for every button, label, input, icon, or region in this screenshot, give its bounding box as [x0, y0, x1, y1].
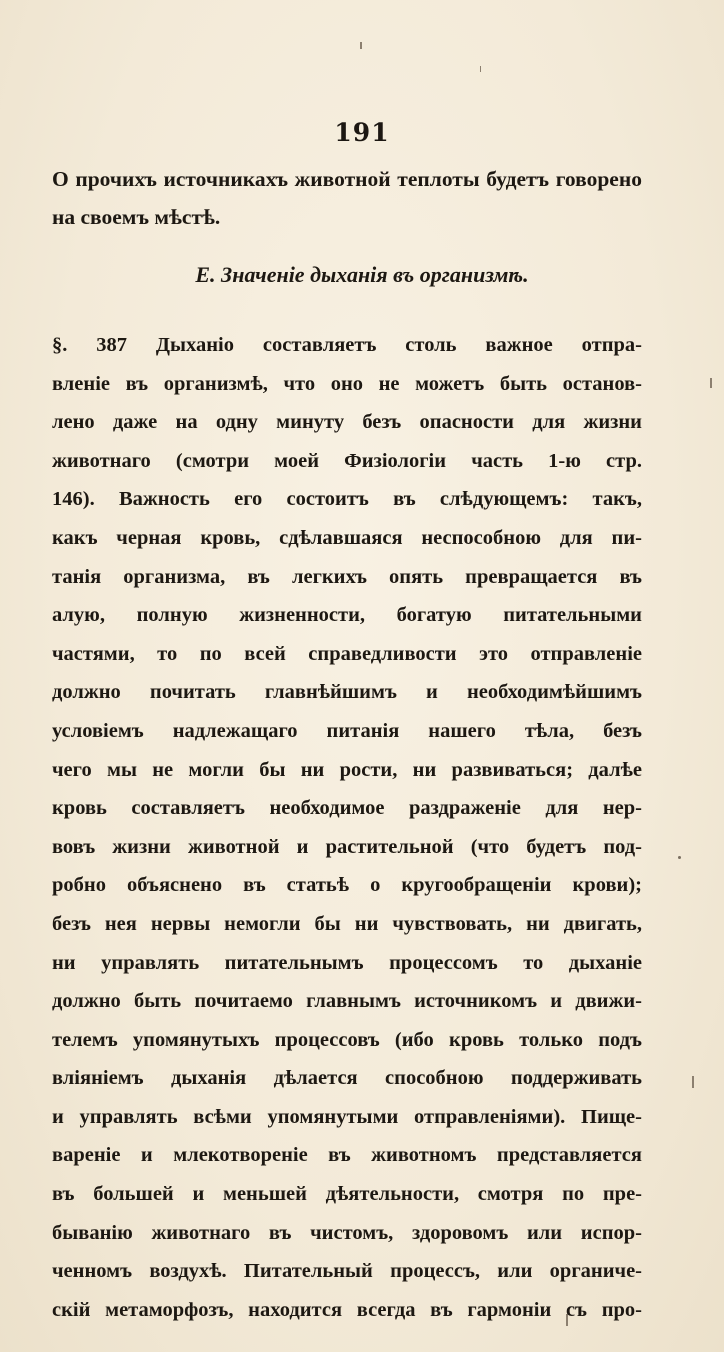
margin-tick [692, 1076, 694, 1088]
paragraph-line: условіемъ надлежащаго питанія нашего тѣла, безъ [52, 719, 642, 742]
margin-tick [710, 378, 712, 388]
paragraph-line: лено даже на одну минуту безъ опасности для жизни [52, 411, 642, 434]
paragraph-line: кровь составляетъ необходимое раздраженіе для нер- [52, 797, 642, 820]
paragraph-line: вліяніемъ дыханія дѣлается способною поддерживать [52, 1067, 642, 1090]
paragraph-line: должно быть почитаемо главнымъ источникомъ и движи- [52, 990, 642, 1013]
paragraph-line: чего мы не могли бы ни рости, ни развиваться; далѣе [52, 758, 642, 781]
page-number: 191 [334, 118, 390, 147]
paragraph-line: и управлять всѣми упомянутыми отправленіями). Пище- [52, 1105, 642, 1128]
body-paragraph [52, 326, 642, 1329]
paragraph-line: животнаго (смотри моей Физіологіи часть 1-ю стр. [52, 449, 642, 472]
paragraph-line: 146). Важность его состоитъ въ слѣдующемъ: такъ, [52, 488, 642, 511]
paragraph-line: робно объяснено въ статьѣ о кругообращеніи крови); [52, 874, 642, 897]
speck-mark [678, 856, 681, 859]
paragraph-line: въ большей и меньшей дѣятельности, смотря по пре- [52, 1183, 642, 1206]
paragraph-line: вареніе и млекотвореніе въ животномъ представляется [52, 1144, 642, 1167]
paragraph-line: скій метаморфозъ, находится всегда въ гармоніи съ про- [52, 1298, 642, 1321]
paragraph-line: вленіе въ организмѣ, что оно не можетъ быть останов- [52, 372, 642, 395]
section-heading: Е. Значеніе дыханія въ организмѣ. [195, 262, 529, 287]
paragraph-line: безъ нея нервы немогли бы ни чувствовать, ни двигать, [52, 912, 642, 935]
speck-mark [480, 66, 481, 72]
paragraph-line: быванію животнаго въ чистомъ, здоровомъ или испор- [52, 1221, 642, 1244]
paragraph-line: какъ черная кровь, сдѣлавшаяся неспособною для пи- [52, 526, 642, 549]
paragraph-line: телемъ упомянутыхъ процессовъ (ибо кровь только подъ [52, 1028, 642, 1051]
paragraph-line: алую, полную жизненности, богатую питательными [52, 604, 642, 627]
paragraph-line: ченномъ воздухѣ. Питательный процессъ, или органиче- [52, 1260, 642, 1283]
paragraph-line: должно почитать главнѣйшимъ и необходимѣйшимъ [52, 681, 642, 704]
intro-sentence: О прочихъ источникахъ животной теплоты будетъ говорено на своемъ мѣстѣ. [52, 167, 642, 229]
paragraph-line: ни управлять питательнымъ процессомъ то дыханіе [52, 951, 642, 974]
paragraph-line: частями, то по всей справедливости это отправленіе [52, 642, 642, 665]
paragraph-line: танія организма, въ легкихъ опять превращается въ [52, 565, 642, 588]
paragraph-line: вовъ жизни животной и растительной (что будетъ под- [52, 835, 642, 858]
speck-mark [360, 42, 362, 49]
paragraph-line: §. 387 Дыханіо составляетъ столь важное отпра- [52, 334, 642, 356]
